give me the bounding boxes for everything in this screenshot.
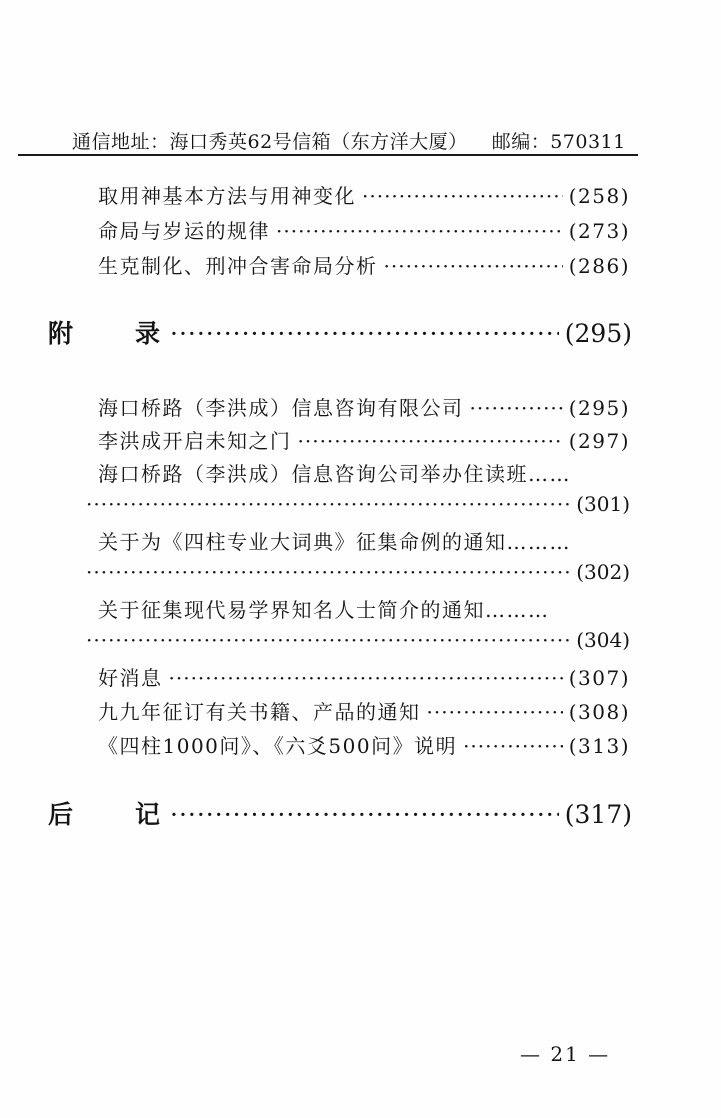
dot-leader — [86, 628, 570, 652]
toc-entry — [98, 180, 630, 209]
toc-entry — [98, 215, 630, 244]
toc-entry-continuation — [86, 628, 630, 652]
page-number: — 21 — — [520, 1042, 611, 1066]
toc-entry-page: (313) — [568, 734, 630, 758]
toc-entry-page: (286) — [568, 254, 630, 278]
toc-entry-page: (302) — [576, 560, 630, 584]
mailing-address: 通信地址：海口秀英62号信箱（东方洋大厦） — [72, 131, 468, 153]
toc-entry-page: (258) — [568, 184, 630, 208]
toc-entry-continuation — [86, 492, 630, 516]
toc-entry-title: 关于征集现代易学界知名人士简介的通知……… — [98, 598, 550, 622]
section-page: (317) — [564, 800, 632, 829]
dot-leader — [384, 254, 563, 278]
toc-entry-title: 命局与岁运的规律 — [98, 219, 270, 243]
toc-entry-title: 九九年征订有关书籍、产品的通知 — [98, 700, 421, 724]
toc-entry-page: (307) — [568, 666, 630, 690]
toc-entry-title: 好消息 — [98, 666, 163, 690]
toc-section-appendix — [48, 314, 632, 350]
dot-leader — [276, 219, 563, 243]
toc-entry-page: (295) — [568, 396, 630, 420]
dot-leader — [470, 396, 563, 420]
dot-leader — [86, 492, 570, 516]
toc-entry — [98, 425, 630, 454]
dot-leader — [170, 800, 559, 829]
toc-section-postscript — [48, 795, 632, 831]
dot-leader — [427, 700, 563, 724]
running-header — [72, 116, 632, 154]
dot-leader — [86, 560, 570, 584]
toc-entry-page: (273) — [568, 219, 630, 243]
toc-entry-title: 取用神基本方法与用神变化 — [98, 184, 356, 208]
section-title: 附录 — [48, 319, 223, 348]
toc-entry-page: (301) — [576, 492, 630, 516]
toc-entry — [98, 392, 630, 421]
dot-leader — [362, 184, 563, 208]
toc-entry — [98, 250, 630, 279]
postcode: 邮编：570311 — [491, 131, 626, 153]
toc-entry — [98, 730, 630, 759]
toc-entry — [98, 662, 630, 691]
toc-entry-page: (297) — [568, 429, 630, 453]
dot-leader — [463, 734, 563, 758]
toc-entry-title: 关于为《四柱专业大词典》征集命例的通知……… — [98, 530, 571, 554]
toc-entry-title: 海口桥路（李洪成）信息咨询公司举办住读班…… — [98, 462, 571, 486]
dot-leader — [170, 319, 559, 348]
header-rule — [18, 154, 638, 156]
toc-entry-title: 生克制化、刑冲合害命局分析 — [98, 254, 378, 278]
toc-entry-continuation — [86, 560, 630, 584]
section-title: 后记 — [48, 800, 223, 829]
toc-entry-page: (308) — [568, 700, 630, 724]
dot-leader — [169, 666, 563, 690]
toc-entry — [98, 696, 630, 725]
section-page: (295) — [564, 319, 632, 348]
dot-leader — [298, 429, 563, 453]
toc-entry-title: 《四柱1000问》、《六爻500问》说明 — [98, 734, 458, 758]
toc-entry-title: 海口桥路（李洪成）信息咨询有限公司 — [98, 396, 464, 420]
toc-entry-page: (304) — [576, 628, 630, 652]
toc-entry-title: 李洪成开启未知之门 — [98, 429, 292, 453]
